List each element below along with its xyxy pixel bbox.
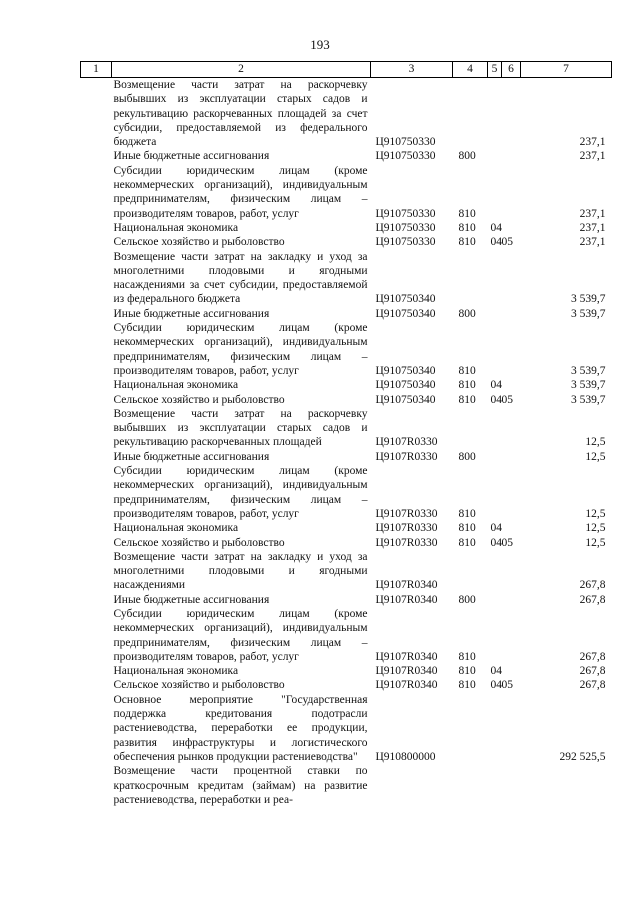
row-expense-type (453, 550, 488, 593)
row-name: Иные бюджетные ассигнования (113, 593, 270, 606)
row-sum: 237,1 (579, 150, 606, 163)
row-name: Сельское хозяйство и рыболовство (113, 236, 285, 249)
row-expense-type (453, 764, 488, 807)
table-row (81, 664, 612, 678)
row-code: Ц9107R0340 (375, 665, 438, 678)
row-subsection (502, 450, 521, 464)
row-expense-type: 810 (458, 536, 476, 549)
row-expense-type: 800 (458, 150, 476, 163)
row-sum: 12,5 (585, 536, 606, 549)
row-number-cell (81, 764, 112, 807)
row-subsection (502, 149, 521, 163)
row-code: Ц9107R0330 (375, 450, 438, 463)
row-sum: 237,1 (579, 136, 606, 149)
row-name: Иные бюджетные ассигнования (113, 307, 270, 320)
row-section (488, 550, 502, 593)
row-number-cell (81, 678, 112, 692)
row-expense-type: 810 (458, 665, 476, 678)
row-section (488, 764, 502, 807)
row-code: Ц9107R0330 (375, 536, 438, 549)
table-row (81, 149, 612, 163)
table-row (81, 450, 612, 464)
row-code: Ц9107R0330 (375, 507, 438, 520)
row-name: Национальная экономика (113, 379, 239, 392)
header-col-3: 3 (371, 62, 453, 78)
row-sum: 3 539,7 (571, 364, 606, 377)
row-code: Ц910800000 (375, 750, 436, 763)
table-row (81, 321, 612, 378)
row-section: 04 (490, 236, 502, 249)
row-number-cell (81, 250, 112, 307)
row-section (488, 407, 502, 450)
table-header (81, 62, 612, 78)
row-number-cell (81, 407, 112, 450)
row-subsection (502, 407, 521, 450)
row-number-cell (81, 664, 112, 678)
row-number-cell (81, 235, 112, 249)
table-row (81, 78, 612, 150)
row-subsection (502, 693, 521, 764)
row-subsection: 05 (501, 236, 513, 249)
row-section (488, 250, 502, 307)
row-code: Ц910750340 (375, 364, 436, 377)
row-sum: 237,1 (579, 221, 606, 234)
table-row (81, 235, 612, 249)
row-code: Ц9107R0340 (375, 579, 438, 592)
row-expense-type: 810 (458, 393, 476, 406)
page-number: 193 (310, 37, 330, 52)
row-subsection (502, 378, 521, 392)
row-name: Национальная экономика (113, 665, 239, 678)
row-subsection (502, 78, 521, 150)
row-number-cell (81, 78, 112, 150)
row-section (488, 149, 502, 163)
row-section (488, 450, 502, 464)
row-expense-type: 810 (458, 221, 476, 234)
table-row (81, 536, 612, 550)
row-sum: 237,1 (579, 207, 606, 220)
row-sum: 12,5 (585, 450, 606, 463)
row-sum: 267,8 (579, 679, 606, 692)
row-subsection (502, 464, 521, 521)
row-expense-type (453, 693, 488, 764)
row-name: Возмещение части затрат на закладку и уход за многолетними плодовыми и ягодными насаждениями за счет субсидии, предоставляемой из федерального бюджета (113, 250, 368, 306)
row-number-cell (81, 307, 112, 321)
row-number-cell (81, 321, 112, 378)
row-sum: 3 539,7 (571, 393, 606, 406)
table-row (81, 250, 612, 307)
row-subsection (502, 593, 521, 607)
row-code: Ц910750330 (375, 207, 436, 220)
row-sum: 12,5 (585, 436, 606, 449)
header-col-2: 2 (112, 62, 371, 78)
row-name: Иные бюджетные ассигнования (113, 150, 270, 163)
header-col-1: 1 (81, 62, 112, 78)
row-expense-type: 810 (458, 679, 476, 692)
row-name: Сельское хозяйство и рыболовство (113, 679, 285, 692)
row-number-cell (81, 464, 112, 521)
row-expense-type: 810 (458, 364, 476, 377)
row-subsection (502, 607, 521, 664)
row-name: Национальная экономика (113, 522, 239, 535)
row-code: Ц9107R0340 (375, 650, 438, 663)
row-expense-type: 810 (458, 522, 476, 535)
row-name: Субсидии юридическим лицам (кроме некоммерческих организаций), индивидуальным предпринимателям, физическим лицам – производителям товаров, работ, услуг (113, 465, 368, 520)
row-expense-type: 810 (458, 207, 476, 220)
row-section: 04 (490, 665, 502, 678)
row-section: 04 (490, 536, 502, 549)
row-subsection: 05 (501, 536, 513, 549)
row-code: Ц9107R0330 (375, 522, 438, 535)
row-code: Ц910750340 (375, 307, 436, 320)
row-section: 04 (490, 522, 502, 535)
row-code: Ц9107R0330 (375, 436, 438, 449)
row-code: Ц910750340 (375, 379, 436, 392)
row-number-cell (81, 393, 112, 407)
row-sum: 3 539,7 (571, 307, 606, 320)
row-name: Возмещение части затрат на раскорчевку выбывших из эксплуатации старых садов и рекультивацию раскорчеванных площадей за счет субсидии, предоставляемой из федерального бюджета (113, 79, 368, 149)
row-code: Ц910750340 (375, 293, 436, 306)
row-number-cell (81, 149, 112, 163)
row-expense-type (453, 250, 488, 307)
row-name: Сельское хозяйство и рыболовство (113, 393, 285, 406)
row-sum: 267,8 (579, 650, 606, 663)
row-section (488, 164, 502, 221)
row-expense-type: 810 (458, 236, 476, 249)
row-number-cell (81, 164, 112, 221)
row-sum: 12,5 (585, 507, 606, 520)
table-row (81, 221, 612, 235)
row-subsection (502, 550, 521, 593)
row-code: Ц910750330 (375, 150, 436, 163)
table-row (81, 607, 612, 664)
row-number-cell (81, 693, 112, 764)
row-code (371, 764, 453, 807)
row-code: Ц910750330 (375, 136, 436, 149)
row-name: Возмещение части затрат на раскорчевку выбывших из эксплуатации старых садов и рекультивацию раскорчеванных площадей (113, 407, 368, 449)
row-expense-type: 800 (458, 450, 476, 463)
row-number-cell (81, 550, 112, 593)
row-section: 04 (490, 221, 502, 234)
row-subsection (502, 221, 521, 235)
header-col-5: 5 (488, 62, 502, 78)
row-sum: 3 539,7 (571, 379, 606, 392)
row-code: Ц910750330 (375, 221, 436, 234)
row-section: 04 (490, 393, 502, 406)
row-sum: 12,5 (585, 522, 606, 535)
row-name: Возмещение части затрат на закладку и уход за многолетними плодовыми и ягодными насаждениями (113, 550, 368, 592)
row-name: Иные бюджетные ассигнования (113, 450, 270, 463)
row-sum: 267,8 (579, 593, 606, 606)
row-sum: 292 525,5 (559, 750, 606, 763)
row-expense-type: 810 (458, 650, 476, 663)
row-number-cell (81, 221, 112, 235)
row-number-cell (81, 450, 112, 464)
table-row (81, 164, 612, 221)
row-name: Основное мероприятие "Государственная поддержка кредитования подотрасли растениеводства, переработки ее продукции, развития инфраструктуры и логистического обеспечения рынков продукции растениеводства" (113, 693, 368, 763)
row-number-cell (81, 378, 112, 392)
row-section (488, 464, 502, 521)
row-code: Ц9107R0340 (375, 593, 438, 606)
row-name: Национальная экономика (113, 221, 239, 234)
row-section: 04 (490, 679, 502, 692)
table-row (81, 307, 612, 321)
header-col-7: 7 (521, 62, 612, 78)
row-expense-type: 810 (458, 379, 476, 392)
row-sum: 267,8 (579, 665, 606, 678)
row-subsection (502, 521, 521, 535)
row-name: Субсидии юридическим лицам (кроме некоммерческих организаций), индивидуальным предпринимателям, физическим лицам – производителям товаров, работ, услуг (113, 322, 368, 377)
row-number-cell (81, 607, 112, 664)
row-name: Субсидии юридическим лицам (кроме некоммерческих организаций), индивидуальным предпринимателям, физическим лицам – производителям товаров, работ, услуг (113, 164, 368, 220)
header-col-6: 6 (502, 62, 521, 78)
table-row (81, 378, 612, 392)
row-expense-type (453, 407, 488, 450)
row-subsection (502, 664, 521, 678)
row-number-cell (81, 536, 112, 550)
row-sum (521, 764, 612, 807)
table-row (81, 593, 612, 607)
row-section (488, 307, 502, 321)
row-section (488, 78, 502, 150)
row-subsection (502, 250, 521, 307)
table-body (81, 78, 612, 808)
row-section (488, 321, 502, 378)
header-col-4: 4 (453, 62, 488, 78)
row-expense-type: 800 (458, 307, 476, 320)
table-row (81, 407, 612, 450)
table-row (81, 464, 612, 521)
budget-table (80, 61, 612, 807)
row-section (488, 607, 502, 664)
row-name: Субсидии юридическим лицам (кроме некоммерческих организаций), индивидуальным предпринимателям, физическим лицам – производителям товаров, работ, услуг (113, 607, 368, 663)
row-code: Ц9107R0340 (375, 679, 438, 692)
row-sum: 3 539,7 (571, 293, 606, 306)
row-subsection: 05 (501, 679, 513, 692)
row-section: 04 (490, 379, 502, 392)
row-subsection (502, 307, 521, 321)
header-row (81, 62, 612, 78)
table-row (81, 764, 612, 807)
table-row (81, 693, 612, 764)
row-number-cell (81, 521, 112, 535)
row-number-cell (81, 593, 112, 607)
row-expense-type: 810 (458, 507, 476, 520)
row-name: Возмещение части процентной ставки по краткосрочным кредитам (займам) на развитие растениеводства, переработки и реа- (113, 765, 368, 806)
row-code: Ц910750330 (375, 236, 436, 249)
row-subsection: 05 (501, 393, 513, 406)
row-sum: 237,1 (579, 236, 606, 249)
row-subsection (502, 164, 521, 221)
row-section (488, 593, 502, 607)
row-section (488, 693, 502, 764)
row-subsection (502, 321, 521, 378)
table-row (81, 521, 612, 535)
table-row (81, 393, 612, 407)
table-row (81, 550, 612, 593)
row-expense-type: 800 (458, 593, 476, 606)
table-row (81, 678, 612, 692)
row-expense-type (453, 78, 488, 150)
row-name: Сельское хозяйство и рыболовство (113, 536, 285, 549)
row-sum: 267,8 (579, 579, 606, 592)
row-subsection (502, 764, 521, 807)
row-code: Ц910750340 (375, 393, 436, 406)
